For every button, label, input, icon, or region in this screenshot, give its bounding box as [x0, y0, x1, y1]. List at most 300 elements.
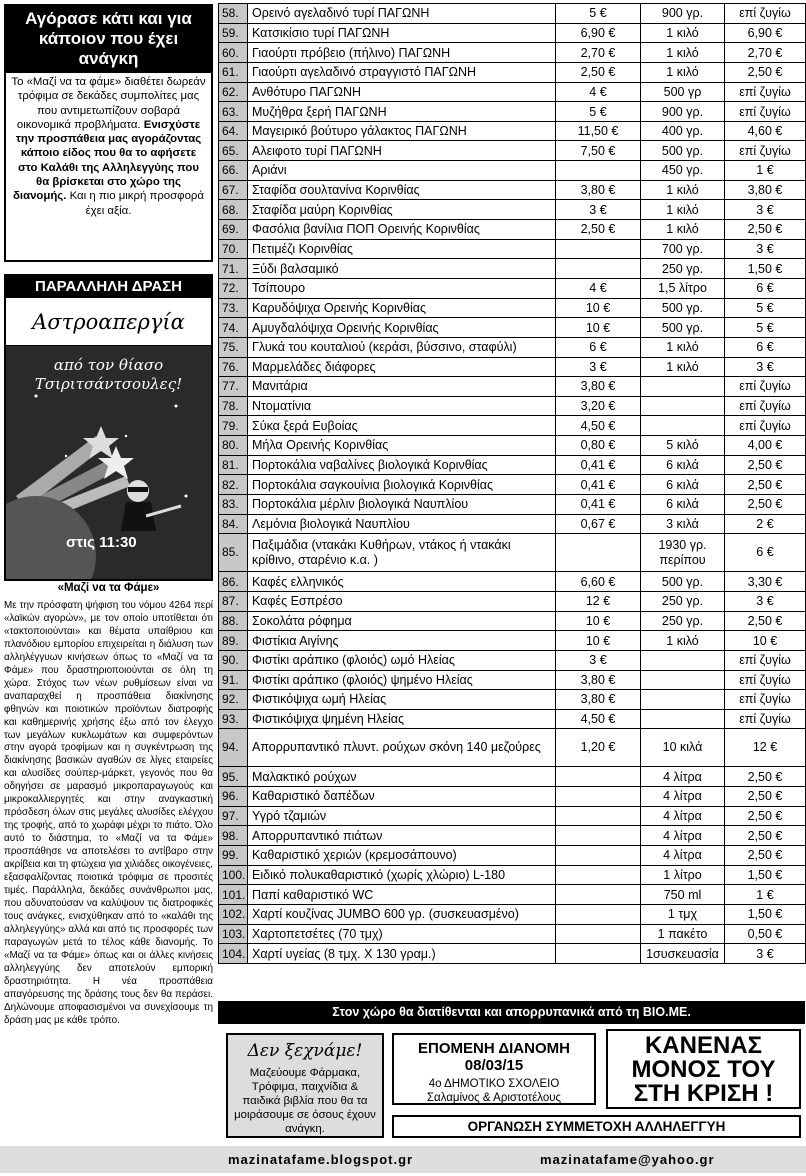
row-description: Μήλα Ορεινής Κορινθίας: [248, 436, 556, 456]
row-unit-price: 3,80 €: [556, 377, 641, 397]
row-total: 1 €: [725, 161, 806, 181]
article-title: «Μαζί να τα Φάμε»: [57, 582, 160, 594]
row-unit-price: 3,80 €: [556, 180, 641, 200]
table-row: [219, 709, 806, 729]
row-quantity: [641, 650, 725, 670]
row-number: 78.: [219, 396, 248, 416]
row-unit-price: [556, 904, 641, 924]
poster-time: στις 11:30: [66, 534, 137, 551]
row-quantity: 1 τμχ: [641, 904, 725, 924]
row-total: 2,50 €: [725, 611, 806, 631]
footer: [0, 1146, 806, 1173]
row-number: 100.: [219, 865, 248, 885]
row-unit-price: [556, 767, 641, 787]
table-row: [219, 82, 806, 102]
row-number: 70.: [219, 239, 248, 259]
row-number: 90.: [219, 650, 248, 670]
row-number: 82.: [219, 475, 248, 495]
row-quantity: 4 λίτρα: [641, 767, 725, 787]
article-text: Με την πρόσφατη ψήφιση του νόμου 4264 περί «λαϊκών αγορών», με τον οποίο υποτίθεται ότι «τακτοποιούνται» και θέματα υπαίθριου και πλανόδιου εμπορίου επιχειρείται η διάλυση των αλληλέγγυων κινήσεων όπως το «Μαζί να τα Φάμε» που δραστηριοποιούνται σε όλη τη χώρα. Στόχος των νέων ρυθμίσεων είναι να αναπαραχθεί η προσπάθεια διακίνησης φθηνών και ποιοτικών προϊόντων διατροφής και καθημερινής χρήσης έξω από τον έλεγχο των μεγάλων κυκλωμάτων και συμφερόντων στην αγορά τροφίμων και η συγκέντρωση της διακίνησης βασικών αγαθών σε λίγες εταιρείες και αλυσίδες σούπερ-μάρκετ, γεγονός που θα οδηγήσει σε μαρασμό μικροπαραγωγούς και μικροκαλλιεργητές και στην αναγκαστική πρόσδεση όλων στις μεγάλες αλυσίδες ελέγχου της τροφής, από το χωράφι μέχρι το πιάτο. Όλο αυτό το διάστημα, το «Μαζί να τα Φάμε» προσπάθησε να αποτελέσει το αντίβαρο στην ακρίβεια και τη φτώχεια για χιλιάδες οικογένειες, εξασφαλίζοντας ποιοτικά τρόφιμα σε προσιτές τιμές. Παράλληλα, δεκάδες συνάνθρωποι μας, που αδυνατούσαν να καλύψουν τις διατροφικές τους ανάγκες, ενισχύθηκαν από το «καλάθι της αλληλεγγύης» αλλά και από τις προσφορές των παραγωγών μετά το τέλος κάθε διανομής. Το «Μαζί να τα Φάμε» όπως και οι άλλες κινήσεις αλληλεγγύης δεν αποτελούν εμπορική δραστηριότητα. Η νέα προσπάθεια απαγόρευσης της δράσης τους δεν θα περάσει. Δηλώνουμε αποφασισμένοι να συνεχίσουμε τη δράση μας με κάθε τρόπο.: [4, 600, 213, 1026]
row-description: Μαγειρικό βούτυρο γάλακτος ΠΑΓΩΝΗ: [248, 121, 556, 141]
solidarity-p1: Το «Μαζί να τα φάμε» διαθέτει δωρεάν τρόφιμα σε δεκάδες συμπολίτες μας που αντιμετωπίζουν σοβαρά οικονομικά προβλήματα.: [11, 76, 206, 131]
row-quantity: 1 κιλό: [641, 357, 725, 377]
row-description: Γιαούρτι πρόβειο (πήλινο) ΠΑΓΩΝΗ: [248, 43, 556, 63]
table-row: [219, 4, 806, 24]
table-row: [219, 865, 806, 885]
row-unit-price: 12 €: [556, 591, 641, 611]
row-total: 2,50 €: [725, 767, 806, 787]
row-description: Αριάνι: [248, 161, 556, 181]
row-total: επί ζυγίω: [725, 141, 806, 161]
row-unit-price: 3,20 €: [556, 396, 641, 416]
row-number: 96.: [219, 787, 248, 807]
solidarity-text: [6, 73, 211, 220]
row-quantity: 10 κιλά: [641, 729, 725, 767]
row-quantity: 1 κιλό: [641, 43, 725, 63]
row-total: 4,60 €: [725, 121, 806, 141]
row-number: 84.: [219, 514, 248, 534]
row-description: Φιστικόψιχα ωμή Ηλείας: [248, 690, 556, 710]
row-description: Αλειφοτο τυρί ΠΑΓΩΝΗ: [248, 141, 556, 161]
row-quantity: 1 κιλό: [641, 220, 725, 240]
row-number: 80.: [219, 436, 248, 456]
row-total: επί ζυγίω: [725, 690, 806, 710]
row-quantity: 1930 γρ. περίπου: [641, 534, 725, 572]
next-distribution-box: [392, 1033, 596, 1105]
row-unit-price: 5 €: [556, 102, 641, 122]
row-description: Πορτοκάλια σαγκουίνια βιολογικά Κορινθίας: [248, 475, 556, 495]
row-number: 98.: [219, 826, 248, 846]
row-number: 71.: [219, 259, 248, 279]
row-unit-price: 10 €: [556, 298, 641, 318]
row-description: Καφές Εσπρέσο: [248, 591, 556, 611]
row-number: 63.: [219, 102, 248, 122]
row-description: Καφές ελληνικός: [248, 572, 556, 592]
table-row: [219, 220, 806, 240]
row-unit-price: [556, 845, 641, 865]
row-number: 99.: [219, 845, 248, 865]
row-description: Φιστίκι αράπικο (φλοιός) ωμό Ηλείας: [248, 650, 556, 670]
row-number: 74.: [219, 318, 248, 338]
row-quantity: 750 ml: [641, 885, 725, 905]
row-total: επί ζυγίω: [725, 416, 806, 436]
row-quantity: 500 γρ.: [641, 318, 725, 338]
row-number: 66.: [219, 161, 248, 181]
row-unit-price: 10 €: [556, 631, 641, 651]
row-total: 3 €: [725, 357, 806, 377]
row-quantity: 1,5 λίτρο: [641, 278, 725, 298]
row-unit-price: 0,41 €: [556, 455, 641, 475]
row-number: 104.: [219, 944, 248, 964]
row-unit-price: [556, 924, 641, 944]
row-unit-price: 1,20 €: [556, 729, 641, 767]
row-quantity: 900 γρ.: [641, 102, 725, 122]
blog-link[interactable]: mazinatafame.blogspot.gr: [228, 1152, 414, 1167]
row-number: 89.: [219, 631, 248, 651]
row-unit-price: [556, 826, 641, 846]
row-total: 2,50 €: [725, 787, 806, 807]
row-description: Φιστίκια Αιγίνης: [248, 631, 556, 651]
row-unit-price: 2,70 €: [556, 43, 641, 63]
biome-banner: Στον χώρο θα διατίθενται και απορρυπανικά από τη BIO.ME.: [218, 1001, 805, 1024]
row-number: 101.: [219, 885, 248, 905]
solidarity-p2: Ενισχύστε την προσπάθεια μας αγοράζοντας κάποιο είδος που θα το αφήσετε στο Καλάθι της Αλληλεγγύης που θα βρίσκεται στο χώρο της διανομής.: [13, 118, 202, 203]
row-total: 5 €: [725, 298, 806, 318]
row-description: Παπί καθαριστικό WC: [248, 885, 556, 905]
table-row: [219, 534, 806, 572]
row-description: Σταφίδα σουλτανίνα Κορινθίας: [248, 180, 556, 200]
row-description: Ντοματίνια: [248, 396, 556, 416]
row-total: 3 €: [725, 591, 806, 611]
row-unit-price: [556, 259, 641, 279]
row-quantity: 1 κιλό: [641, 62, 725, 82]
org-slogan: ΟΡΓΑΝΩΣΗ ΣΥΜΜΕΤΟΧΗ ΑΛΛΗΛΕΓΓΥΗ: [392, 1115, 801, 1138]
row-quantity: 1 κιλό: [641, 200, 725, 220]
row-number: 102.: [219, 904, 248, 924]
row-total: 1,50 €: [725, 904, 806, 924]
reminder-text: Μαζεύουμε Φάρμακα, Τρόφιμα, παιχνίδια & παιδικά βιβλία που θα τα μοιράσουμε σε όσους έχουν ανάγκη.: [234, 1067, 376, 1135]
solidarity-p3: Και η πιο μικρή προσφορά έχει αξία.: [69, 190, 204, 217]
table-row: [219, 396, 806, 416]
play-title: Αστροαπεργία: [6, 298, 211, 346]
row-unit-price: [556, 787, 641, 807]
row-description: Σταφίδα μαύρη Κορινθίας: [248, 200, 556, 220]
row-quantity: 4 λίτρα: [641, 806, 725, 826]
row-quantity: 500 γρ: [641, 82, 725, 102]
row-quantity: [641, 416, 725, 436]
row-total: 2,50 €: [725, 475, 806, 495]
row-total: 1,50 €: [725, 865, 806, 885]
table-row: [219, 278, 806, 298]
row-quantity: 1 πακέτο: [641, 924, 725, 944]
row-unit-price: 4 €: [556, 82, 641, 102]
row-total: 2 €: [725, 514, 806, 534]
row-number: 103.: [219, 924, 248, 944]
row-unit-price: 3,80 €: [556, 670, 641, 690]
row-quantity: 250 γρ.: [641, 611, 725, 631]
row-total: 6 €: [725, 534, 806, 572]
table-row: [219, 924, 806, 944]
table-row: [219, 455, 806, 475]
row-unit-price: [556, 944, 641, 964]
row-number: 87.: [219, 591, 248, 611]
table-row: [219, 121, 806, 141]
table-row: [219, 729, 806, 767]
solidarity-title: Αγόρασε κάτι και για κάποιον που έχει ανάγκη: [6, 6, 211, 73]
row-unit-price: 2,50 €: [556, 220, 641, 240]
table-row: [219, 767, 806, 787]
row-number: 62.: [219, 82, 248, 102]
row-quantity: 250 γρ.: [641, 259, 725, 279]
row-total: επί ζυγίω: [725, 670, 806, 690]
table-row: [219, 572, 806, 592]
row-description: Καθαριστικό δαπέδων: [248, 787, 556, 807]
table-row: [219, 944, 806, 964]
row-quantity: 1 κιλό: [641, 180, 725, 200]
row-total: 1,50 €: [725, 259, 806, 279]
row-total: 0,50 €: [725, 924, 806, 944]
row-description: Σοκολάτα ρόφημα: [248, 611, 556, 631]
row-description: Φιστικόψιχα ψημένη Ηλείας: [248, 709, 556, 729]
row-quantity: 500 γρ.: [641, 572, 725, 592]
table-row: [219, 650, 806, 670]
row-quantity: 1 λίτρο: [641, 865, 725, 885]
table-row: [219, 787, 806, 807]
row-description: Ανθότυρο ΠΑΓΩΝΗ: [248, 82, 556, 102]
row-number: 69.: [219, 220, 248, 240]
row-description: Απορρυπαντικό πλυντ. ρούχων σκόνη 140 μεζούρες: [248, 729, 556, 767]
table-row: [219, 62, 806, 82]
row-number: 59.: [219, 23, 248, 43]
row-quantity: 1 κιλό: [641, 631, 725, 651]
table-row: [219, 23, 806, 43]
parallel-action-box: [4, 274, 213, 581]
row-total: 1 €: [725, 885, 806, 905]
row-description: Αμυγδαλόψιχα Ορεινής Κορινθίας: [248, 318, 556, 338]
row-total: 2,50 €: [725, 845, 806, 865]
table-row: [219, 200, 806, 220]
slogan-box: ΚΑΝΕΝΑΣ ΜΟΝΟΣ ΤΟΥ ΣΤΗ ΚΡΙΣΗ !: [606, 1029, 801, 1109]
table-row: [219, 259, 806, 279]
row-unit-price: 6 €: [556, 337, 641, 357]
row-unit-price: 6,90 €: [556, 23, 641, 43]
row-unit-price: [556, 534, 641, 572]
row-description: Φιστίκι αράπικο (φλοιός) ψημένο Ηλείας: [248, 670, 556, 690]
row-quantity: 6 κιλά: [641, 495, 725, 515]
row-description: Καρυδόψιχα Ορεινής Κορινθίας: [248, 298, 556, 318]
row-number: 83.: [219, 495, 248, 515]
row-description: Ειδικό πολυκαθαριστικό (χωρίς χλώριο) L-180: [248, 865, 556, 885]
row-unit-price: 10 €: [556, 611, 641, 631]
row-unit-price: 10 €: [556, 318, 641, 338]
row-total: 3 €: [725, 239, 806, 259]
row-description: Λεμόνια βιολογικά Ναυπλίου: [248, 514, 556, 534]
row-quantity: 6 κιλά: [641, 455, 725, 475]
row-description: Χαρτί υγείας (8 τμχ. Χ 130 γραμ.): [248, 944, 556, 964]
row-number: 75.: [219, 337, 248, 357]
table-row: [219, 239, 806, 259]
table-row: [219, 611, 806, 631]
table-row: [219, 180, 806, 200]
next-distribution-date: 08/03/15: [464, 1057, 524, 1074]
row-number: 77.: [219, 377, 248, 397]
table-row: [219, 475, 806, 495]
row-total: επί ζυγίω: [725, 650, 806, 670]
row-quantity: 1συσκευασία: [641, 944, 725, 964]
table-row: [219, 885, 806, 905]
row-unit-price: 0,41 €: [556, 495, 641, 515]
row-unit-price: 5 €: [556, 4, 641, 24]
table-row: [219, 591, 806, 611]
row-number: 85.: [219, 534, 248, 572]
row-unit-price: 4,50 €: [556, 709, 641, 729]
row-total: 2,50 €: [725, 806, 806, 826]
solidarity-box: [4, 4, 213, 262]
row-description: Σύκα ξερά Ευβοίας: [248, 416, 556, 436]
row-quantity: [641, 377, 725, 397]
row-unit-price: [556, 161, 641, 181]
row-total: 2,70 €: [725, 43, 806, 63]
table-row: [219, 690, 806, 710]
table-row: [219, 845, 806, 865]
row-quantity: 4 λίτρα: [641, 845, 725, 865]
reminder-title: Δεν ξεχνάμε!: [247, 1041, 363, 1061]
table-row: [219, 495, 806, 515]
row-unit-price: 3 €: [556, 650, 641, 670]
row-unit-price: 3 €: [556, 357, 641, 377]
row-unit-price: 0,67 €: [556, 514, 641, 534]
row-unit-price: 0,41 €: [556, 475, 641, 495]
row-quantity: 500 γρ.: [641, 298, 725, 318]
next-distribution-address: Σαλαμίνος & Αριστοτέλους: [426, 1092, 562, 1104]
row-quantity: 700 γρ.: [641, 239, 725, 259]
table-row: [219, 806, 806, 826]
row-unit-price: 3 €: [556, 200, 641, 220]
row-total: 10 €: [725, 631, 806, 651]
table-row: [219, 514, 806, 534]
row-quantity: [641, 396, 725, 416]
row-description: Γλυκά του κουταλιού (κεράσι, βύσσινο, σταφύλι): [248, 337, 556, 357]
row-unit-price: 4 €: [556, 278, 641, 298]
row-description: Ορεινό αγελαδινό τυρί ΠΑΓΩΝΗ: [248, 4, 556, 24]
row-number: 60.: [219, 43, 248, 63]
reminder-box: [226, 1033, 384, 1138]
row-number: 88.: [219, 611, 248, 631]
email-link[interactable]: mazinatafame@yahoo.gr: [540, 1152, 715, 1167]
row-number: 65.: [219, 141, 248, 161]
row-total: επί ζυγίω: [725, 82, 806, 102]
row-description: Παξιμάδια (ντακάκι Κυθήρων, ντάκος ή ντακάκι κρίθινο, σταρένιο κ.α. ): [248, 534, 556, 572]
row-total: 6 €: [725, 337, 806, 357]
left-column: [4, 4, 213, 1140]
row-number: 72.: [219, 278, 248, 298]
row-total: 2,50 €: [725, 220, 806, 240]
row-number: 97.: [219, 806, 248, 826]
next-distribution-school: 4ο ΔΗΜΟΤΙΚΟ ΣΧΟΛΕΙΟ: [428, 1078, 560, 1090]
row-description: Κατσικίσιο τυρί ΠΑΓΩΝΗ: [248, 23, 556, 43]
row-description: Πορτοκάλια ναβαλίνες βιολογικά Κορινθίας: [248, 455, 556, 475]
row-quantity: 1 κιλό: [641, 23, 725, 43]
row-quantity: [641, 670, 725, 690]
table-row: [219, 416, 806, 436]
row-quantity: 6 κιλά: [641, 475, 725, 495]
row-quantity: 1 κιλό: [641, 337, 725, 357]
row-description: Πετιμέζι Κορινθίας: [248, 239, 556, 259]
row-unit-price: 4,50 €: [556, 416, 641, 436]
row-quantity: 3 κιλά: [641, 514, 725, 534]
poster-troupe: από τον θίασο Τσιριτσάντσουλες!: [34, 356, 183, 393]
row-description: Μαρμελάδες διάφορες: [248, 357, 556, 377]
table-row: [219, 377, 806, 397]
row-number: 93.: [219, 709, 248, 729]
table-row: [219, 357, 806, 377]
row-description: Χαρτί κουζίνας JUMBO 600 γρ. (συσκευασμένο): [248, 904, 556, 924]
row-quantity: 250 γρ.: [641, 591, 725, 611]
parallel-action-title: ΠΑΡΑΛΛΗΛΗ ΔΡΑΣΗ: [6, 276, 211, 298]
row-number: 94.: [219, 729, 248, 767]
row-description: Πορτοκάλια μέρλιν βιολογικά Ναυπλίου: [248, 495, 556, 515]
row-total: 4,00 €: [725, 436, 806, 456]
row-total: επί ζυγίω: [725, 377, 806, 397]
row-total: επί ζυγίω: [725, 102, 806, 122]
table-row: [219, 670, 806, 690]
row-total: επί ζυγίω: [725, 396, 806, 416]
row-unit-price: [556, 865, 641, 885]
row-number: 76.: [219, 357, 248, 377]
table-row: [219, 337, 806, 357]
table-row: [219, 436, 806, 456]
row-number: 95.: [219, 767, 248, 787]
row-total: 2,50 €: [725, 455, 806, 475]
row-description: Τσίπουρο: [248, 278, 556, 298]
row-unit-price: [556, 885, 641, 905]
row-total: 3,30 €: [725, 572, 806, 592]
row-quantity: 900 γρ.: [641, 4, 725, 24]
row-number: 81.: [219, 455, 248, 475]
price-table: [218, 3, 806, 964]
table-row: [219, 318, 806, 338]
table-row: [219, 631, 806, 651]
row-total: 12 €: [725, 729, 806, 767]
row-total: 6,90 €: [725, 23, 806, 43]
table-row: [219, 298, 806, 318]
row-total: 2,50 €: [725, 62, 806, 82]
row-quantity: 5 κιλό: [641, 436, 725, 456]
row-description: Χαρτοπετσέτες (70 τμχ): [248, 924, 556, 944]
row-total: 6 €: [725, 278, 806, 298]
row-unit-price: 11,50 €: [556, 121, 641, 141]
row-total: επί ζυγίω: [725, 709, 806, 729]
row-description: Μαλακτικό ρούχων: [248, 767, 556, 787]
row-total: 3,80 €: [725, 180, 806, 200]
row-total: 2,50 €: [725, 495, 806, 515]
row-quantity: [641, 690, 725, 710]
row-number: 61.: [219, 62, 248, 82]
row-description: Ξύδι βαλσαμικό: [248, 259, 556, 279]
table-row: [219, 141, 806, 161]
row-number: 64.: [219, 121, 248, 141]
row-number: 91.: [219, 670, 248, 690]
row-unit-price: [556, 806, 641, 826]
row-unit-price: [556, 239, 641, 259]
table-row: [219, 161, 806, 181]
table-row: [219, 826, 806, 846]
row-unit-price: 2,50 €: [556, 62, 641, 82]
row-unit-price: 6,60 €: [556, 572, 641, 592]
table-row: [219, 102, 806, 122]
row-unit-price: 3,80 €: [556, 690, 641, 710]
row-number: 67.: [219, 180, 248, 200]
row-quantity: 4 λίτρα: [641, 787, 725, 807]
row-description: Γιαούρτι αγελαδινό στραγγιστό ΠΑΓΩΝΗ: [248, 62, 556, 82]
row-unit-price: 0,80 €: [556, 436, 641, 456]
row-number: 73.: [219, 298, 248, 318]
row-quantity: 500 γρ.: [641, 141, 725, 161]
row-unit-price: 7,50 €: [556, 141, 641, 161]
row-number: 86.: [219, 572, 248, 592]
article: [4, 582, 213, 1027]
row-total: 2,50 €: [725, 826, 806, 846]
table-row: [219, 43, 806, 63]
row-number: 79.: [219, 416, 248, 436]
next-distribution-title: ΕΠΟΜΕΝΗ ΔΙΑΝΟΜΗ: [418, 1040, 570, 1057]
row-total: 5 €: [725, 318, 806, 338]
row-total: 3 €: [725, 944, 806, 964]
row-number: 92.: [219, 690, 248, 710]
row-quantity: [641, 709, 725, 729]
row-quantity: 400 γρ.: [641, 121, 725, 141]
play-poster: [6, 346, 211, 579]
